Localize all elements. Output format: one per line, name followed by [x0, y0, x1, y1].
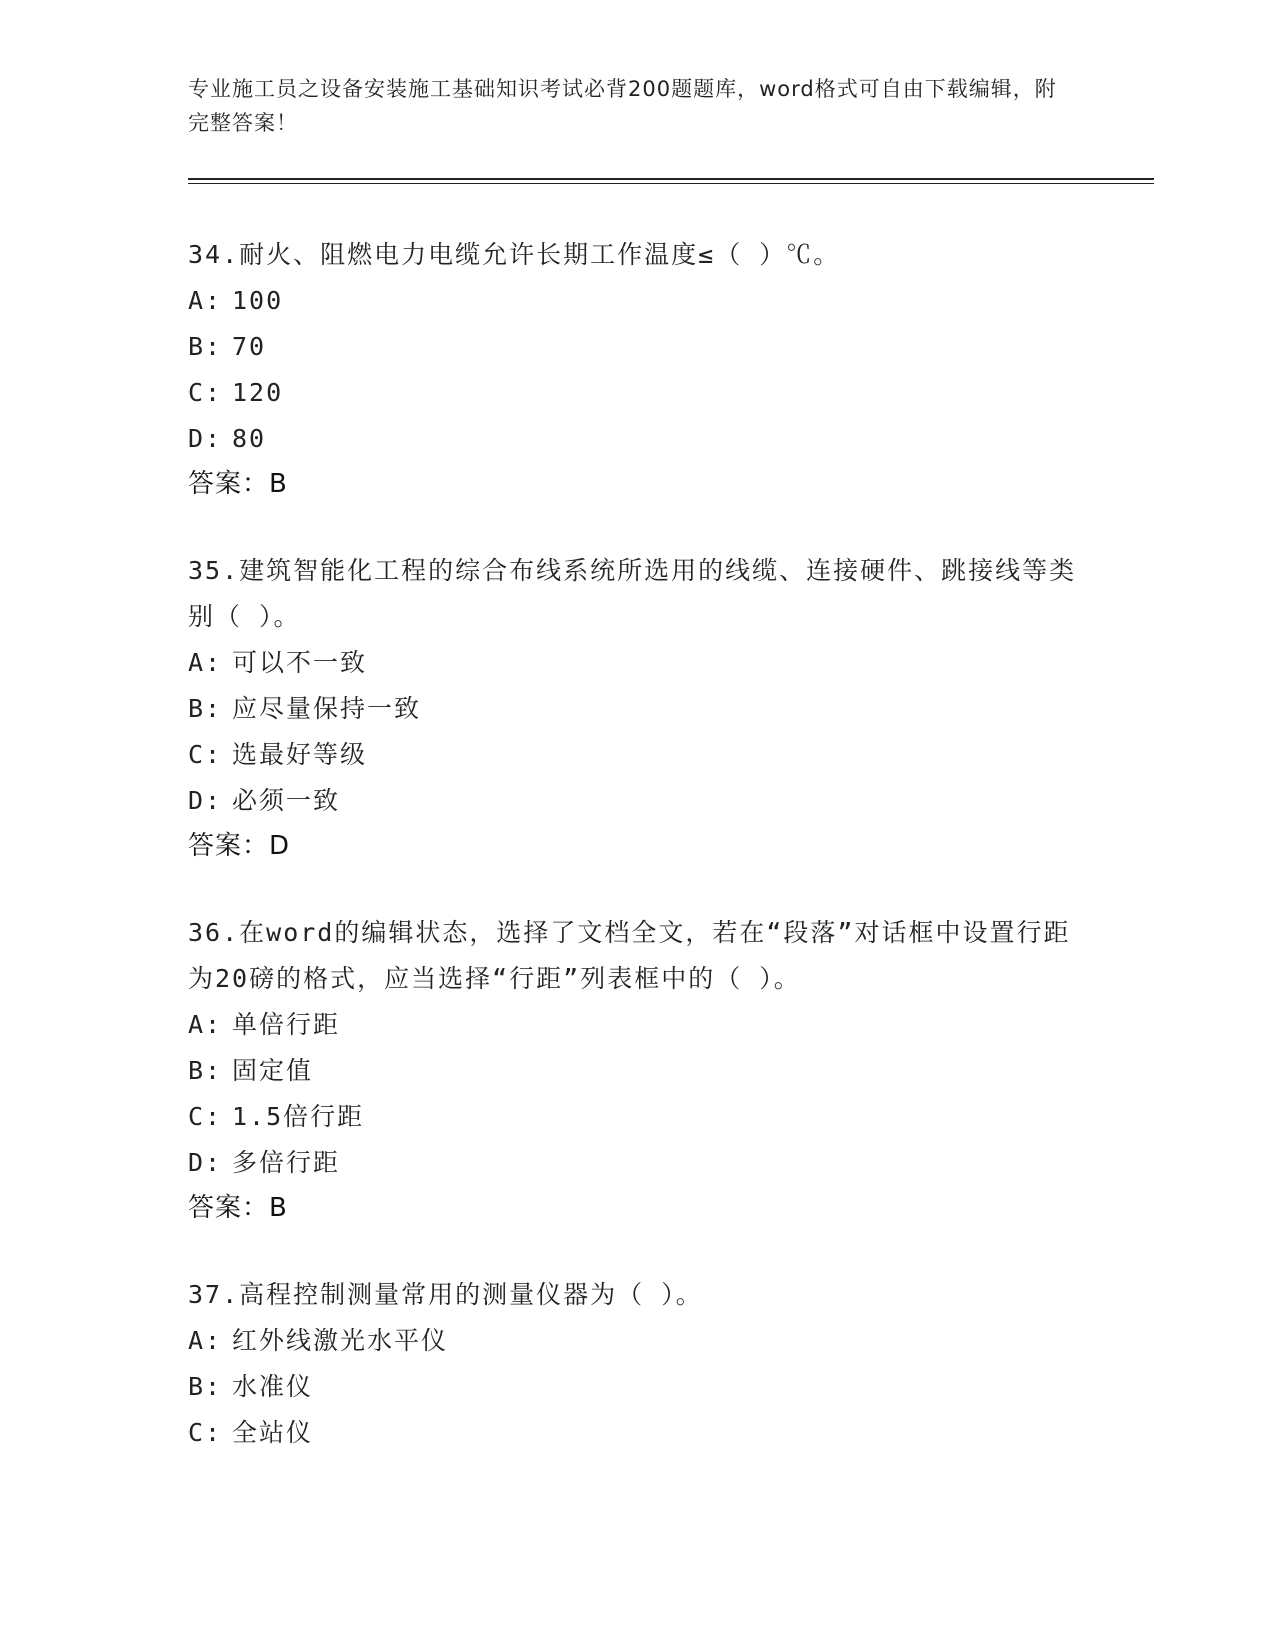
option-text: 80: [232, 424, 267, 453]
option-c: [188, 1410, 1088, 1456]
header-rule-thick: [188, 178, 1154, 180]
question-37: [188, 1272, 1088, 1456]
option-b: [188, 686, 1088, 732]
option-letter: A:: [188, 648, 223, 677]
answer: 答案：B: [188, 1193, 288, 1223]
option-letter: D:: [188, 786, 223, 815]
option-d: [188, 778, 1088, 824]
option-list: [188, 1002, 1088, 1186]
option-letter: C:: [188, 1418, 223, 1447]
question-34: [188, 232, 1088, 506]
option-letter: C:: [188, 740, 223, 769]
option-text: 120: [232, 378, 284, 407]
option-list: [188, 1318, 1088, 1456]
option-text: 单倍行距: [232, 1010, 341, 1039]
question-36: [188, 910, 1088, 1230]
option-d: [188, 416, 1088, 462]
option-b: [188, 1364, 1088, 1410]
option-text: 必须一致: [232, 786, 341, 815]
option-letter: D:: [188, 424, 223, 453]
option-letter: A:: [188, 286, 223, 315]
document-header: 专业施工员之设备安装施工基础知识考试必背200题题库，word格式可自由下载编辑，附完整答案！: [188, 77, 1057, 135]
option-text: 100: [232, 286, 284, 315]
question-stem: 35.建筑智能化工程的综合布线系统所选用的线缆、连接硬件、跳接线等类别（ ）。: [188, 556, 1077, 631]
option-text: 固定值: [232, 1056, 314, 1085]
option-text: 选最好等级: [232, 740, 368, 769]
option-letter: B:: [188, 694, 223, 723]
answer: 答案：D: [188, 831, 291, 861]
option-letter: B:: [188, 332, 223, 361]
option-text: 1.5倍行距: [232, 1102, 365, 1131]
option-d: [188, 1140, 1088, 1186]
option-text: 应尽量保持一致: [232, 694, 422, 723]
option-a: [188, 278, 1088, 324]
option-c: [188, 732, 1088, 778]
option-letter: B:: [188, 1372, 223, 1401]
answer: 答案：B: [188, 469, 288, 499]
option-a: [188, 1002, 1088, 1048]
option-text: 水准仪: [232, 1372, 314, 1401]
header-rule-thin: [188, 183, 1154, 184]
option-letter: B:: [188, 1056, 223, 1085]
option-c: [188, 1094, 1088, 1140]
option-letter: A:: [188, 1326, 223, 1355]
option-text: 70: [232, 332, 267, 361]
option-a: [188, 1318, 1088, 1364]
option-letter: C:: [188, 1102, 223, 1131]
option-text: 多倍行距: [232, 1148, 341, 1177]
option-list: [188, 640, 1088, 824]
question-stem: 36.在word的编辑状态，选择了文档全文，若在“段落”对话框中设置行距为20磅的格式，应当选择“行距”列表框中的（ ）。: [188, 918, 1071, 993]
option-a: [188, 640, 1088, 686]
option-list: [188, 278, 1088, 462]
option-text: 全站仪: [232, 1418, 314, 1447]
option-b: [188, 324, 1088, 370]
question-35: [188, 548, 1088, 868]
question-stem: 37.高程控制测量常用的测量仪器为（ ）。: [188, 1280, 703, 1309]
question-stem: 34.耐火、阻燃电力电缆允许长期工作温度≤（ ）℃。: [188, 240, 841, 269]
option-letter: C:: [188, 378, 223, 407]
option-letter: D:: [188, 1148, 223, 1177]
option-text: 可以不一致: [232, 648, 368, 677]
option-letter: A:: [188, 1010, 223, 1039]
option-text: 红外线激光水平仪: [232, 1326, 449, 1355]
option-c: [188, 370, 1088, 416]
option-b: [188, 1048, 1088, 1094]
question-list: [188, 232, 1088, 1498]
